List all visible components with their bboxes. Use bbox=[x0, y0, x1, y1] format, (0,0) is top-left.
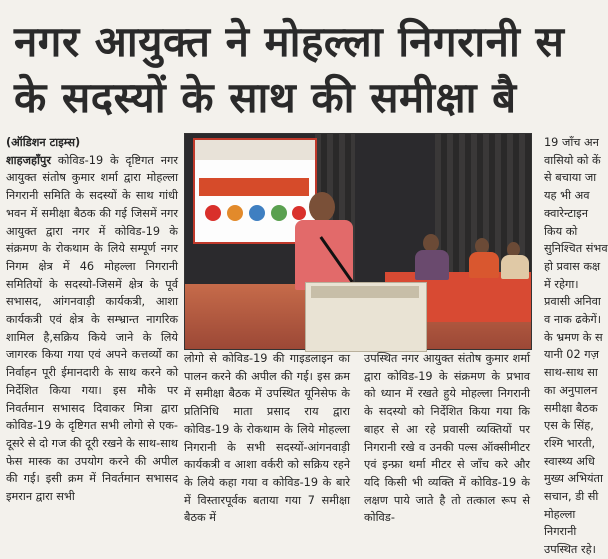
column-2-text: लोगो से कोविड-19 की गाइडलाइन का पालन करने की अपील की गई। इस क्रम में समीक्षा बैठक में उपस्थित यूनिसेफ के प्रतिनिधि माता प्रसाद राय द्वारा कोविड-19 के रोकथाम के लिये मोहल्ला निगरानी के सभी सदस्यों-आंगनवाड़ी कार्यकत्री व आशा वर्करी को सक्रिय रहने के लिये कहा गया व कोविड-19 के बारे में विस्तारपूर्वक बताया गया 7 समीक्षा बैठक में bbox=[184, 352, 350, 525]
article-column-4 bbox=[544, 134, 608, 557]
dateline: शाहजहाँपुर bbox=[6, 153, 51, 167]
article-column-1 bbox=[6, 134, 178, 532]
podium-label bbox=[311, 286, 419, 298]
news-photo bbox=[184, 133, 532, 350]
article-column-3 bbox=[364, 350, 530, 532]
headline-line-1: नगर आयुक्त ने मोहल्ला निगरानी स bbox=[14, 17, 565, 66]
column-3-text: उपस्थित नगर आयुक्त संतोष कुमार शर्मा द्वारा कोविड-19 के संक्रमण के प्रभाव को ध्यान में रखते हुये मोहल्ला निगरानी के सदस्यो को निर्देशित किया गया कि बाहर से आ रहे प्रवासी व्यक्तियों पर निगरानी रखे व उनकी पल्स ऑक्सीमीटर एवं इन्फ्रा थर्मा मीटर से जाँच करे और यदि किसी भी व्यक्ति में कोविड-19 के लक्षण पाये जाते है तो तत्काल रूप से कोविड- bbox=[364, 352, 530, 525]
column-1-text: कोविड-19 के दृष्टिगत नगर आयुक्त संतोष कुमार शर्मा द्वारा मोहल्ला निगरानी समिति के सदस्यों के साथ गांधी भवन में समीक्षा बैठक की गई जिसमें नगर आयुक्त द्वारा नगर में कोविड-19 के संक्रमण के रोकथाम के लिये सम्पूर्ण नगर निगम क्षेत्र में 46 मोहल्ला निगरानी समितियों के सदस्यो-जिसमें क्षेत्र के पूर्व सभासद, आंगनवाड़ी कार्यकत्री, आशा कार्यकत्री एवं क्षेत्र के सम्भ्रान्त नागरिक शामिल है,सक्रिय किये जाने के लिये जागरक किया गया एवं अपने कत्तर्व्यो का निर्वाहन पूरी ईमानदारी के साथ करने को निर्देशित किया गया। इस मौके पर निवर्तमान सभासद दिवाकर मित्रा द्वारा कोविड-19 के दृष्टिगत सभी लोगो से एक-दूसरे से दो गज की दूरी रखने के साथ-साथ फेस मास्क का उपयोग करने की अपील की गई। इसी क्रम में निवर्तमान सभासद इमरान द्वारा सभी bbox=[6, 153, 178, 504]
headline-line-2: के सदस्यों के साथ की समीक्षा बै bbox=[14, 73, 517, 122]
article-column-2 bbox=[184, 350, 350, 532]
column-4-text: 19 जाँच अन वासियो को कें से बचाया जा यह भी अव क्वारेन्टाइन किय को सुनिश्चित संभव हो प्रवास कक्ष में रहेगा। प्रवासी अनिवा व नाक ढकेगें। के भ्रमण के स यानी 02 गज़ साथ-साथ सा का अनुपालन समीक्षा बैठक एस के सिंह, रश्मि भारती, स्वास्थ्य अधि मुख्य अभियंता सचान, डी सी मोहल्ला निगरानी उपस्थित रहे। bbox=[544, 136, 608, 557]
headline bbox=[0, 0, 608, 132]
byline: (ऑडिशन टाइम्स) bbox=[6, 136, 81, 149]
